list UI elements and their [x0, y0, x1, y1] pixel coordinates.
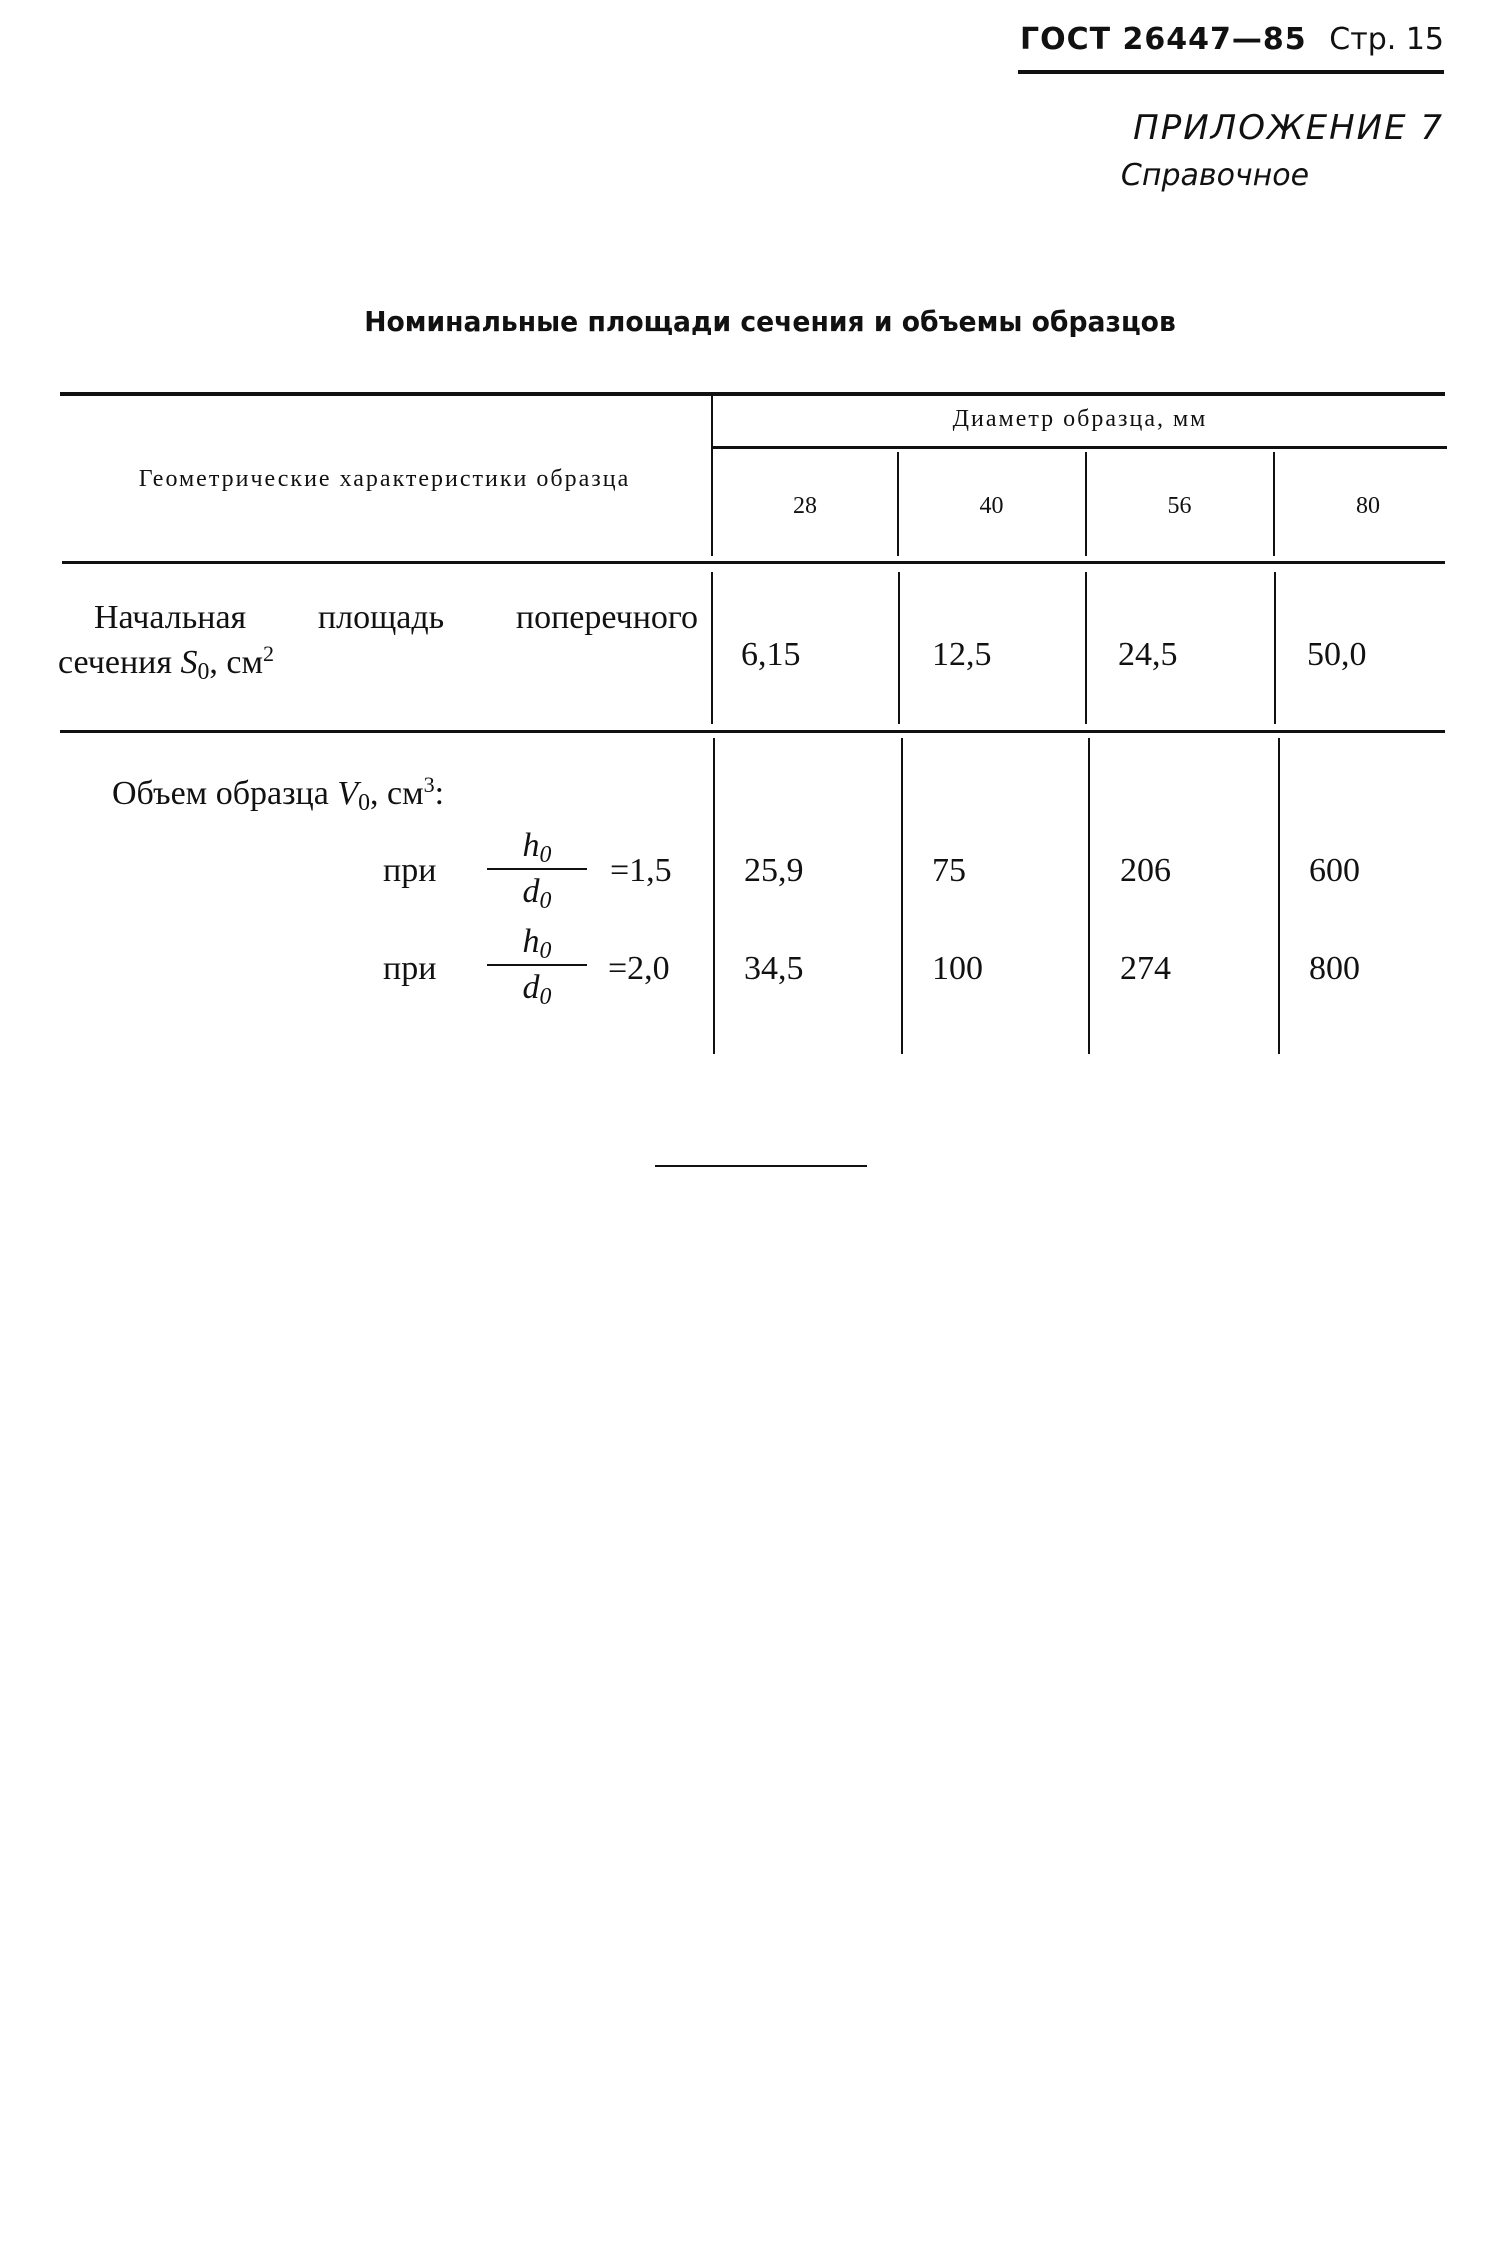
col-divider [1085, 452, 1087, 556]
volume-value: 206 [1120, 852, 1171, 889]
col-divider [1088, 738, 1090, 1054]
row-header-divider [711, 396, 713, 556]
appendix-title: ПРИЛОЖЕНИЕ 7 [1133, 108, 1444, 148]
col-divider [1278, 738, 1280, 1054]
col-divider [897, 452, 899, 556]
area-label-line1: Начальная площадь поперечного [94, 599, 698, 636]
page-number: Стр. 15 [1329, 22, 1444, 57]
col-divider [1085, 572, 1087, 724]
ratio-prefix: при [383, 852, 437, 889]
volume-value: 100 [932, 950, 983, 987]
column-header: 40 [979, 493, 1004, 519]
volume-value: 34,5 [744, 950, 804, 987]
ratio-prefix: при [383, 950, 437, 987]
volume-value: 25,9 [744, 852, 804, 889]
standard-number: ГОСТ 26447—85 [1020, 22, 1307, 57]
col-divider [1273, 452, 1275, 556]
row-header-divider [713, 738, 715, 1054]
column-group-rule [712, 446, 1447, 449]
col-divider [901, 738, 903, 1054]
area-value: 50,0 [1307, 636, 1367, 673]
table-title: Номинальные площади сечения и объемы образцов [364, 305, 1176, 338]
area-value: 6,15 [741, 636, 801, 673]
data-table [0, 0, 1500, 1100]
area-value: 24,5 [1118, 636, 1178, 673]
row-separator-rule [60, 730, 1445, 733]
column-header: 28 [793, 493, 817, 519]
column-group-label: Диаметр образца, мм [952, 406, 1208, 432]
ratio-fraction: $h_0$ $d_0$ [487, 826, 587, 912]
volume-value: 800 [1309, 950, 1360, 987]
area-label-line2: сечения $S_0$, $см^2$ [58, 641, 275, 686]
column-header: 56 [1167, 493, 1192, 519]
column-header: 80 [1356, 493, 1380, 519]
row-header-divider [711, 572, 713, 724]
row-header-label: Геометрические характеристики образца [138, 466, 631, 492]
volume-value: 75 [932, 852, 966, 889]
appendix-status: Справочное [1120, 158, 1310, 193]
area-label [58, 600, 698, 690]
end-rule [655, 1165, 867, 1167]
table-top-rule [60, 392, 1445, 396]
col-divider [1274, 572, 1276, 724]
ratio-value: =2,0 [608, 950, 670, 987]
volume-value: 274 [1120, 950, 1171, 987]
header-bottom-rule [62, 561, 1445, 564]
ratio-fraction: $h_0$ $d_0$ [487, 922, 587, 1008]
volume-label: Объем образца $V_0$, $см^3$: [112, 772, 445, 817]
ratio-value: =1,5 [610, 852, 672, 889]
area-value: 12,5 [932, 636, 992, 673]
col-divider [898, 572, 900, 724]
volume-value: 600 [1309, 852, 1360, 889]
